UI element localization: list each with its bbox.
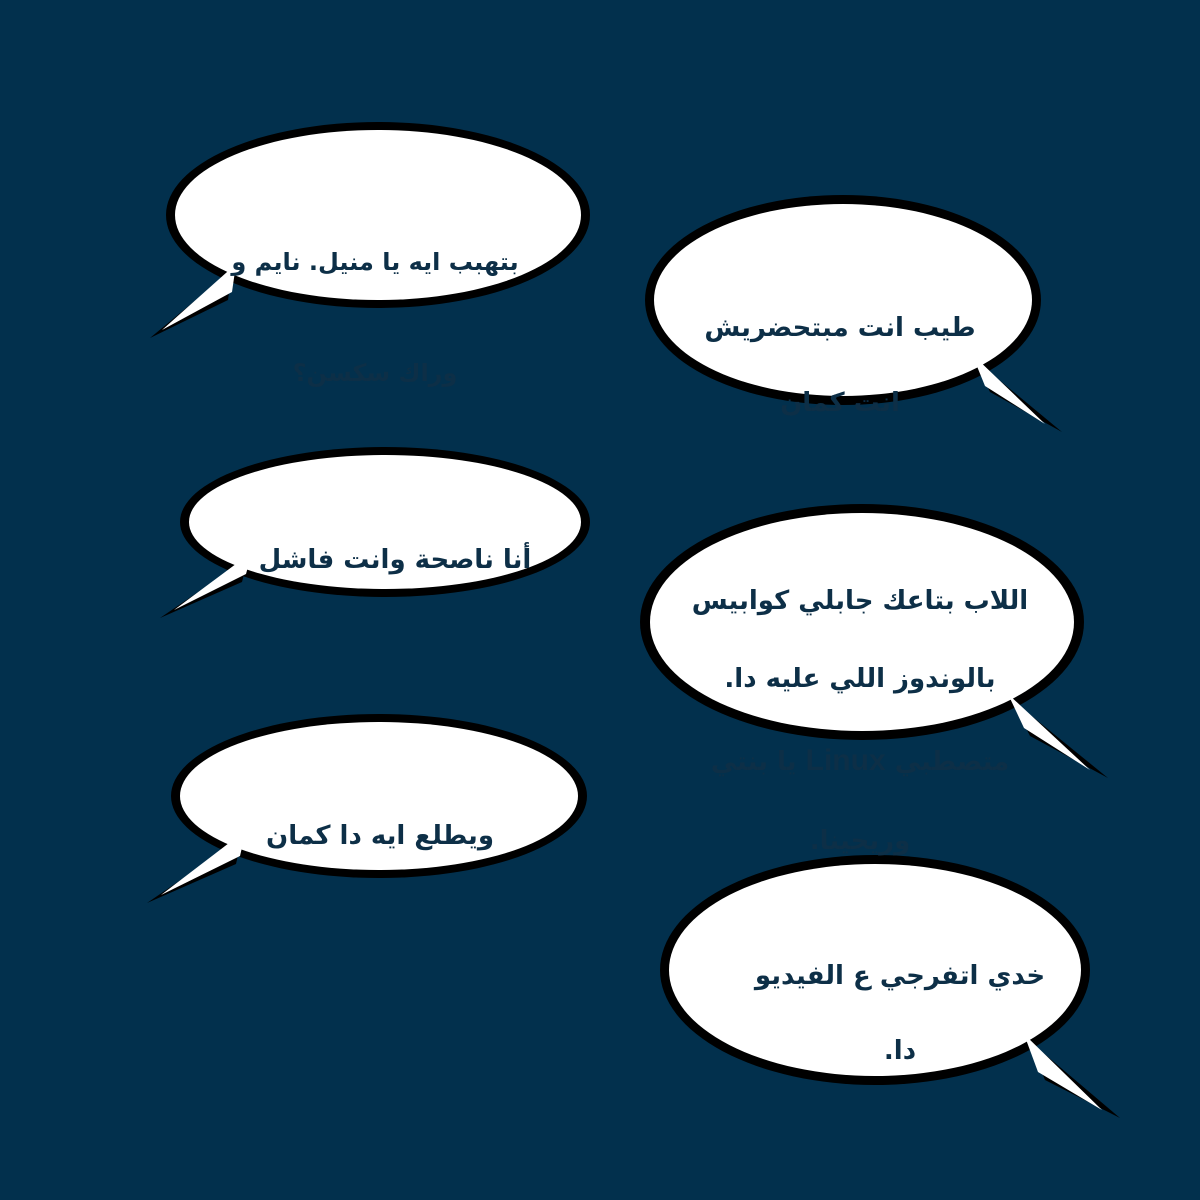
- bubble-4-line-4: وريحينا.: [809, 826, 911, 856]
- bubble-4-line-3-post: يا بنتي: [710, 747, 797, 777]
- bubble-6-text: [735, 920, 1065, 1108]
- bubble-5-line-1: ويطلع ايه دا كمان: [266, 820, 494, 851]
- bubble-4-line-2: بالوندوز اللي عليه دا.: [724, 664, 996, 694]
- bubble-1-line-1: بتهبب ايه يا منيل. نايم و: [231, 248, 519, 277]
- bubble-4-line-1: اللاب بتاعك جابلي كوابيس: [691, 586, 1029, 616]
- bubble-3-text: [230, 504, 560, 617]
- bubble-5-text: [230, 780, 530, 893]
- bubble-3-line-1: أنا ناصحة وانت فاشل: [258, 544, 532, 575]
- bubble-2-line-1: طيب انت مبتحضريش: [704, 312, 976, 343]
- bubble-1-line-2: وراك سكسن؟: [292, 358, 458, 387]
- bubble-2-line-2: انت كمان: [780, 388, 900, 419]
- bubble-6-line-1: خدي اتفرجي ع الفيديو: [754, 960, 1046, 991]
- linux-brand-text: Linux: [805, 744, 886, 777]
- bubble-2-text: [690, 272, 990, 460]
- bubble-4-line-3-pre: متصطبي: [894, 747, 1010, 777]
- bubble-1-text: [200, 180, 550, 456]
- bubble-4-text: [670, 543, 1050, 900]
- bubble-6-line-2: دا.: [883, 1036, 917, 1067]
- bubble-4-line-3: [670, 738, 1050, 783]
